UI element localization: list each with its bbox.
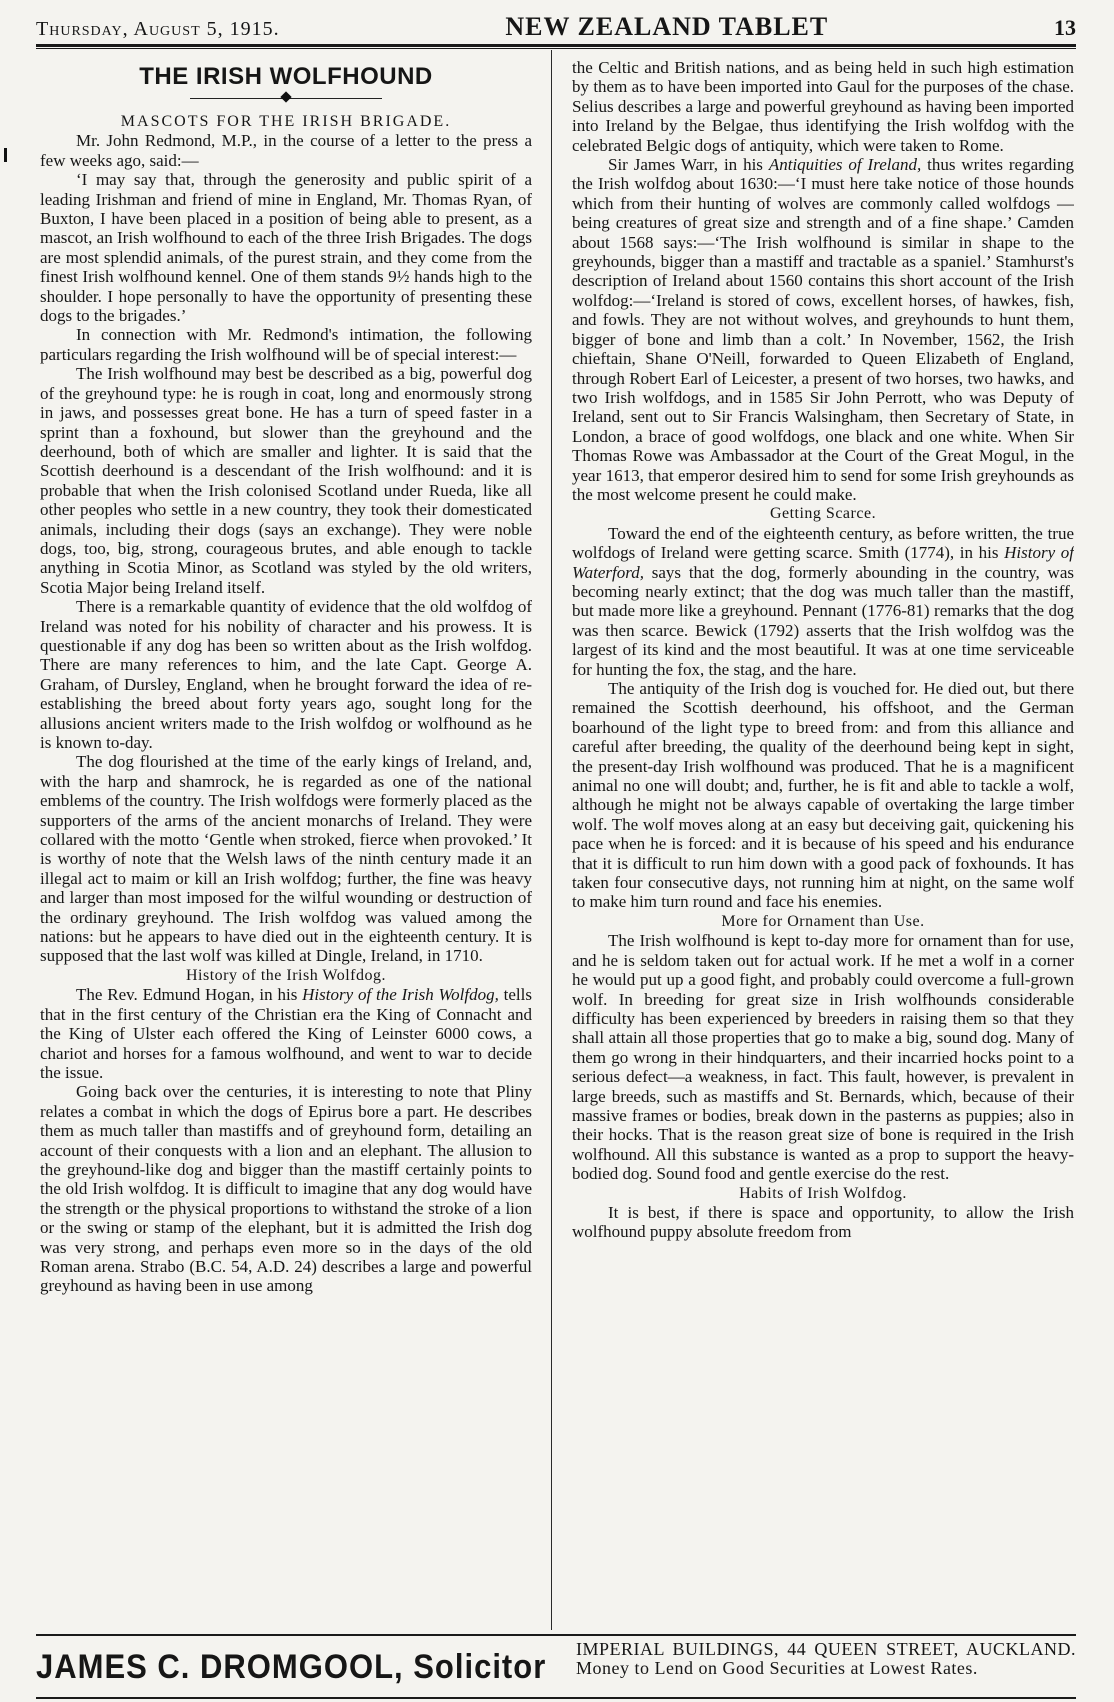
paragraph: Toward the end of the eighteenth century, as before written, the true wolfdogs of Ireland were getting scarce. Smith (1774), in his History of Waterford, says that the dog, formerly abounding in the country, was becoming nearly extinct; that the dog was much taller than the mastiff, but made more like a greyhound. Pennant (1776-81) remarks that the dog was then scarce. Bewick (1792) asserts that the Irish wolfdog was the largest of its kind and the most beautiful. It was at one time serviceable for hunting the fox, the stag, and the hare. [572, 523, 1074, 679]
article-subtitle: MASCOTS FOR THE IRISH BRIGADE. [120, 113, 452, 130]
right-column [572, 58, 1074, 1618]
paragraph: Going back over the centuries, it is interesting to note that Pliny relates a combat in which the dogs of Epirus bore a part. He describes them as much taller than mastiffs and of greyhound form, detailing an account of their conquests with a lion and an elephant. The allusion to the greyhound-like dog and bigger than the mastiff certainly points to the old Irish wolfdog. It is difficult to imagine that any dog would have the strength or the physical proportions to withstand the stroke of a lion or the swing or stamp of the elephant, but it is admitted the Irish dog was very strong, and perhaps even more so in the days of the old Roman arena. Strabo (B.C. 54, A.D. 24) describes a large and powerful greyhound as having been in use among [40, 1082, 532, 1296]
margin-mark [4, 148, 7, 162]
advertiser-name: JAMES C. DROMGOOL, Solicitor [36, 1646, 547, 1686]
section-heading-scarce: Getting Scarce. [769, 505, 877, 523]
page-header [36, 10, 1076, 47]
column-divider [551, 50, 552, 1630]
page-number: 13 [1054, 15, 1076, 40]
left-column [40, 58, 532, 1618]
footer-rule [36, 1634, 1076, 1636]
section-heading-ornament: More for Ornament than Use. [721, 912, 925, 930]
book-title: History of the Irish Wolfdog, [302, 985, 499, 1005]
paragraph: The Irish wolfhound is kept to-day more for ornament than for use, and he is seldom taken out for actual work. If he met a wolf in a corner he would put up a good fight, and probably could overcome a full-grown wolf. In breeding for great size in Irish wolfhounds considerable difficulty has been experienced by breeders in raising them so that they shall attain all those properties that go to make a big, sound dog. Many of them go wrong in their hindquarters, and their incarried hocks point to a serious defect—a weakness, in fact. This fault, however, is prevalent in large breeds, such as mastiffs and St. Bernards, which, because of their massive frames or bodies, break down in the pasterns as puppies; also in their hocks. That is the reason great size of bone is required in the Irish wolfhound. All this substance is wanted as a prop to support the heavy-bodied dog. Sound food and gentle exercise do the rest. [572, 931, 1074, 1184]
paragraph: In connection with Mr. Redmond's intimation, the following particulars regarding the Irish wolfhound will be of special interest:— [40, 325, 532, 364]
title-ornament [40, 92, 532, 106]
paragraph: It is best, if there is space and opportunity, to allow the Irish wolfhound puppy absolute freedom from [572, 1202, 1074, 1242]
footer-bottom-rule [36, 1697, 1076, 1699]
paragraph: Mr. John Redmond, M.P., in the course of a letter to the press a few weeks ago, said:— [40, 131, 532, 170]
issue-date: Thursday, August 5, 1915. [36, 18, 280, 40]
paragraph: ‘I may say that, through the generosity and public spirit of a leading Irishman and friend of mine in England, Mr. Thomas Ryan, of Buxton, I have been placed in a position of being able to present, as a mascot, an Irish wolfhound to each of the three Irish Brigades. The dogs are most splendid animals, of the purest strain, and they come from the finest Irish wolfhound kennel. One of them stands 9½ hands high to the shoulder. I hope personally to have the opportunity of presenting these dogs to the brigades.’ [40, 170, 532, 326]
paragraph: The Rev. Edmund Hogan, in his History of the Irish Wolfdog, tells that in the first century of the Christian era the King of Connacht and the King of Ulster each offered the King of Leinster 6000 cows, a chariot and horses for a famous wolfhound, and went to war to decide the issue. [40, 985, 532, 1082]
advertisement [36, 1640, 1076, 1696]
header-rule [36, 48, 1076, 49]
paragraph: The antiquity of the Irish dog is vouched for. He died out, but there remained the Scottish deerhound, his offshoot, and the German boarhound of the light type to breed from: and from this alliance and careful after breeding, the quality of the deerhound being kept in sight, the present-day Irish wolfhound was produced. That he is a magnificent animal no one will doubt; and, further, he is fit and able to tackle a wolf, although he might not be always capable of overtaking the large timber wolf. The wolf moves along at an easy but deceiving gait, quickening his pace when he is forced: and it is because of his speed and his endurance that it is difficult to run him down with a good pack of foxhounds. It has taken four consecutive days, not running him at night, on the same wolf to make him turn round and face his enemies. [572, 679, 1074, 912]
section-heading-history: History of the Irish Wolfdog. [185, 966, 386, 984]
book-title: History of Waterford, [572, 543, 1074, 582]
paragraph: There is a remarkable quantity of evidence that the old wolfdog of Ireland was noted for his nobility of character and his prowess. It is questionable if any dog has been so written about as the Irish wolfdog. There are many references to him, and the late Capt. George A. Graham, of Dursley, England, when he brought forward the idea of re-establishing the breed about forty years ago, sought long for the allusions ancient writers made to the Irish wolfdog or wolfhound as he is known to-day. [40, 597, 532, 752]
article-title: THE IRISH WOLFHOUND [139, 63, 433, 90]
paragraph: The Irish wolfhound may best be described as a big, powerful dog of the greyhound type: he is rough in coat, long and enormously strong in jaws, and possesses great bone. He has a turn of speed faster in a sprint than a foxhound, but slower than the greyhound and the deerhound, both of which are smaller and lighter. It is said that the Scottish deerhound is a descendant of the Irish wolfhound: and it is probable that when the Irish colonised Scotland under Rueda, like all other peoples who settle in a new country, they took their domesticated animals, including their dogs (says an exchange). They were noble dogs, too, big, strong, courageous brutes, and able enough to tackle anything in Scotia Minor, as Scotland was styled by the old writers, Scotia Major being Ireland itself. [40, 364, 532, 597]
section-heading-habits: Habits of Irish Wolfdog. [739, 1184, 907, 1202]
paragraph: Sir James Warr, in his Antiquities of Ireland, thus writes regarding the Irish wolfdog about 1630:—‘I must here take notice of those hounds which from their hunting of wolves are commonly called wolfdogs —being creatures of great size and strength and of a fine shape.’ Camden about 1568 says:—‘The Irish wolfhound is similar in shape to the greyhounds, bigger than a mastiff and tractable as a spaniel.’ Stamhurst's description of Ireland about 1560 contains this short account of the Irish wolfdog:—‘Ireland is stored of cows, excellent horses, of hawkes, fish, and fowls. They are not without wolves, and greyhounds to hunt them, bigger of bone and limb than a colt.’ In November, 1562, the Irish chieftain, Shane O'Neill, forwarded to Queen Elizabeth of England, through Robert Earl of Leicester, a present of two horses, two hawks, and two Irish wolfdogs, and in 1585 Sir John Perrott, who was Deputy of Ireland, sent out to Sir Francis Walsingham, then Secretary of State, in London, a brace of good wolfdogs, one black and one white. When Sir Thomas Rowe was Ambassador at the Court of the Great Mogul, in the year 1613, that emperor desired him to send for some Irish greyhounds as the most welcome present he could make. [572, 155, 1074, 504]
publication-title: NEW ZEALAND TABLET [505, 12, 829, 41]
paragraph: the Celtic and British nations, and as being held in such high estimation by them as to have been imported into Gaul for the purposes of the chase. Selius describes a large and powerful greyhound as having been imported into Ireland by the Belgae, thus identifying the Irish wolfdog with the celebrated Belgic dogs of antiquity, which were taken to Rome. [572, 58, 1074, 155]
advertiser-address: IMPERIAL BUILDINGS, 44 QUEEN STREET, AUCKLAND. Money to Lend on Good Securities at Lowest Rates. [576, 1639, 1076, 1678]
book-title: Antiquities of Ireland, [768, 155, 922, 175]
paragraph: The dog flourished at the time of the early kings of Ireland, and, with the harp and shamrock, he is regarded as one of the national emblems of the country. The Irish wolfdogs were formerly placed as the supporters of the arms of the ancient monarchs of Ireland. They were collared with the motto ‘Gentle when stroked, fierce when provoked.’ It is worthy of note that the Welsh laws of the ninth century made it an illegal act to maim or kill an Irish wolfdog; further, the fine was heavy and larger than most imposed for the wilful wounding or destruction of the ordinary greyhound. The Irish wolfdog was valued among the nations: but he appears to have died out in the eighteenth century. It is supposed that the last wolf was killed at Dingle, Ireland, in 1710. [40, 752, 532, 966]
